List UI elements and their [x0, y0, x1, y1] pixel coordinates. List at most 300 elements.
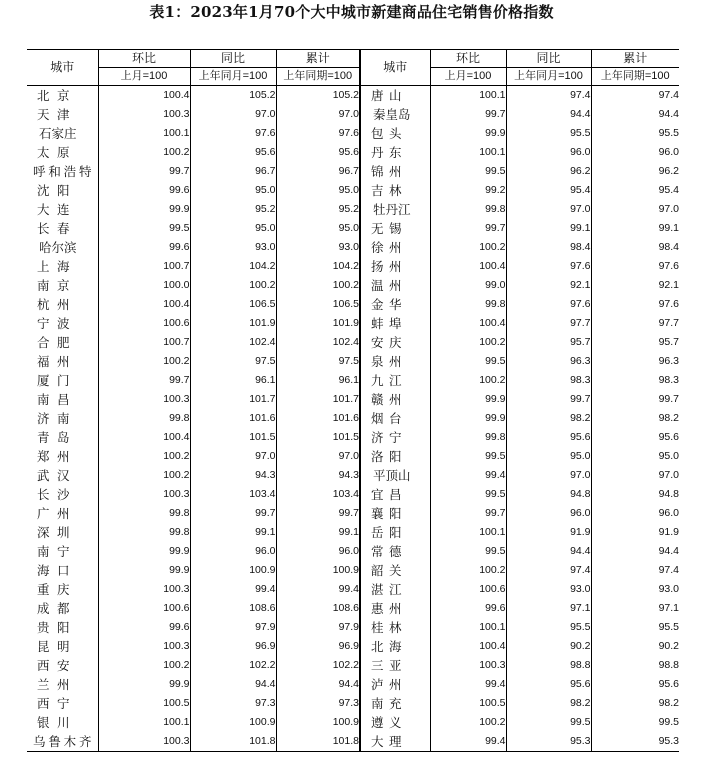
- city-cell: 贵阳: [37, 620, 70, 635]
- city-cell: 泉州: [360, 352, 430, 371]
- cum-cell: 101.9: [276, 314, 360, 333]
- mom-cell: 100.2: [98, 656, 190, 675]
- yoy-cell: 101.6: [190, 409, 276, 428]
- mom-cell: 100.1: [430, 523, 506, 542]
- table-row: [27, 219, 679, 238]
- city-cell: 徐州: [360, 238, 430, 257]
- table-title: 表1：2023年1月70个大中城市新建商品住宅销售价格指数: [149, 3, 554, 21]
- yoy-cell: 97.5: [190, 352, 276, 371]
- mom-cell: 99.9: [98, 200, 190, 219]
- cum-cell: 97.5: [276, 352, 360, 371]
- city-cell: 郑州: [37, 449, 70, 464]
- cum-cell: 102.4: [276, 333, 360, 352]
- yoy-cell: 96.2: [506, 162, 591, 181]
- mom-cell: 100.3: [98, 732, 190, 752]
- cum-cell: 96.0: [276, 542, 360, 561]
- cum-cell: 106.5: [276, 295, 360, 314]
- cum-cell: 94.4: [276, 675, 360, 694]
- cum-cell: 100.9: [276, 561, 360, 580]
- city-cell: 丹东: [360, 143, 430, 162]
- cum-cell: 95.6: [591, 428, 679, 447]
- city-cell: 福州: [37, 354, 70, 369]
- yoy-cell: 97.3: [190, 694, 276, 713]
- yoy-cell: 100.9: [190, 561, 276, 580]
- table-row: [27, 732, 679, 752]
- table-row: [27, 86, 679, 106]
- cum-cell: 97.1: [591, 599, 679, 618]
- mom-cell: 99.8: [430, 200, 506, 219]
- cum-cell: 94.3: [276, 466, 360, 485]
- cum-cell: 93.0: [591, 580, 679, 599]
- yoy-cell: 97.6: [506, 257, 591, 276]
- yoy-cell: 95.4: [506, 181, 591, 200]
- mom-cell: 100.3: [98, 390, 190, 409]
- table-row: [27, 504, 679, 523]
- cum-cell: 95.2: [276, 200, 360, 219]
- city-cell: 桂林: [360, 618, 430, 637]
- cum-cell: 104.2: [276, 257, 360, 276]
- city-cell: 蚌埠: [360, 314, 430, 333]
- cum-cell: 100.2: [276, 276, 360, 295]
- cum-cell: 101.6: [276, 409, 360, 428]
- city-cell: 襄阳: [360, 504, 430, 523]
- table-row: [27, 580, 679, 599]
- table-row: [27, 675, 679, 694]
- yoy-cell: 108.6: [190, 599, 276, 618]
- table-row: [27, 618, 679, 637]
- mom-cell: 99.5: [430, 542, 506, 561]
- city-cell: 惠州: [360, 599, 430, 618]
- city-cell: 青岛: [37, 430, 70, 445]
- table-row: [27, 713, 679, 732]
- yoy-cell: 96.0: [506, 143, 591, 162]
- mom-cell: 100.2: [430, 238, 506, 257]
- mom-cell: 99.6: [430, 599, 506, 618]
- mom-cell: 100.7: [98, 333, 190, 352]
- city-cell: 平顶山: [360, 466, 430, 485]
- cum-cell: 95.4: [591, 181, 679, 200]
- mom-cell: 99.5: [98, 219, 190, 238]
- table-row: [27, 694, 679, 713]
- city-cell: 常德: [360, 542, 430, 561]
- cum-cell: 96.1: [276, 371, 360, 390]
- cum-cell: 102.2: [276, 656, 360, 675]
- city-cell: 南京: [37, 278, 70, 293]
- city-cell: 九江: [360, 371, 430, 390]
- mom-cell: 100.2: [430, 333, 506, 352]
- yoy-cell: 97.4: [506, 561, 591, 580]
- yoy-cell: 101.8: [190, 732, 276, 752]
- mom-cell: 100.4: [430, 257, 506, 276]
- mom-cell: 100.3: [98, 485, 190, 504]
- mom-cell: 100.2: [430, 713, 506, 732]
- cum-cell: 98.2: [591, 409, 679, 428]
- cum-cell: 93.0: [276, 238, 360, 257]
- mom-cell: 99.8: [98, 504, 190, 523]
- cum-cell: 99.4: [276, 580, 360, 599]
- yoy-cell: 98.8: [506, 656, 591, 675]
- header-cum-left: 累计: [276, 50, 360, 68]
- city-cell: 吉林: [360, 181, 430, 200]
- cum-cell: 96.7: [276, 162, 360, 181]
- mom-cell: 100.0: [98, 276, 190, 295]
- yoy-cell: 97.6: [506, 295, 591, 314]
- mom-cell: 99.0: [430, 276, 506, 295]
- table-row: [27, 295, 679, 314]
- yoy-cell: 93.0: [190, 238, 276, 257]
- city-cell: 唐山: [360, 86, 430, 106]
- cum-cell: 95.5: [591, 124, 679, 143]
- mom-cell: 99.9: [98, 542, 190, 561]
- city-cell: 包头: [360, 124, 430, 143]
- mom-cell: 99.4: [430, 675, 506, 694]
- cum-cell: 97.0: [591, 200, 679, 219]
- table-header: [27, 50, 679, 86]
- cum-cell: 97.6: [591, 257, 679, 276]
- table-row: [27, 409, 679, 428]
- yoy-cell: 95.6: [506, 675, 591, 694]
- cum-cell: 103.4: [276, 485, 360, 504]
- header-mom-base-right: 上月=100: [430, 68, 506, 86]
- yoy-cell: 97.0: [190, 105, 276, 124]
- cum-cell: 100.9: [276, 713, 360, 732]
- header-mom-left: 环比: [98, 50, 190, 68]
- header-yoy-base-right: 上年同月=100: [506, 68, 591, 86]
- yoy-cell: 94.8: [506, 485, 591, 504]
- yoy-cell: 98.2: [506, 409, 591, 428]
- cum-cell: 94.4: [591, 542, 679, 561]
- header-city-left: 城市: [27, 50, 98, 86]
- mom-cell: 99.7: [430, 504, 506, 523]
- city-cell: 安庆: [360, 333, 430, 352]
- city-cell: 北海: [360, 637, 430, 656]
- yoy-cell: 95.6: [190, 143, 276, 162]
- yoy-cell: 101.5: [190, 428, 276, 447]
- yoy-cell: 99.7: [190, 504, 276, 523]
- yoy-cell: 102.4: [190, 333, 276, 352]
- cum-cell: 94.8: [591, 485, 679, 504]
- city-cell: 广州: [37, 506, 70, 521]
- city-cell: 兰州: [37, 677, 70, 692]
- cum-cell: 108.6: [276, 599, 360, 618]
- city-cell: 海口: [37, 563, 70, 578]
- yoy-cell: 96.0: [506, 504, 591, 523]
- city-cell: 济南: [37, 411, 70, 426]
- yoy-cell: 97.0: [506, 466, 591, 485]
- yoy-cell: 99.5: [506, 713, 591, 732]
- mom-cell: 99.9: [430, 124, 506, 143]
- yoy-cell: 103.4: [190, 485, 276, 504]
- city-cell: 太原: [37, 145, 70, 160]
- mom-cell: 100.3: [98, 105, 190, 124]
- mom-cell: 100.5: [98, 694, 190, 713]
- yoy-cell: 96.9: [190, 637, 276, 656]
- mom-cell: 100.6: [98, 599, 190, 618]
- cum-cell: 94.4: [591, 105, 679, 124]
- yoy-cell: 95.0: [506, 447, 591, 466]
- yoy-cell: 98.4: [506, 238, 591, 257]
- header-cum-base-left: 上年同期=100: [276, 68, 360, 86]
- cum-cell: 91.9: [591, 523, 679, 542]
- table-row: [27, 238, 679, 257]
- yoy-cell: 94.4: [190, 675, 276, 694]
- header-cum-right: 累计: [591, 50, 679, 68]
- cum-cell: 97.7: [591, 314, 679, 333]
- yoy-cell: 100.9: [190, 713, 276, 732]
- cum-cell: 95.0: [276, 219, 360, 238]
- mom-cell: 99.9: [430, 390, 506, 409]
- mom-cell: 99.2: [430, 181, 506, 200]
- mom-cell: 99.9: [430, 409, 506, 428]
- cum-cell: 95.5: [591, 618, 679, 637]
- yoy-cell: 102.2: [190, 656, 276, 675]
- cum-cell: 95.0: [276, 181, 360, 200]
- city-cell: 无锡: [360, 219, 430, 238]
- header-yoy-left: 同比: [190, 50, 276, 68]
- mom-cell: 99.8: [430, 295, 506, 314]
- mom-cell: 99.9: [98, 675, 190, 694]
- city-cell: 秦皇岛: [360, 105, 430, 124]
- city-cell: 南宁: [37, 544, 70, 559]
- mom-cell: 99.4: [430, 466, 506, 485]
- table-row: [27, 352, 679, 371]
- mom-cell: 100.5: [430, 694, 506, 713]
- yoy-cell: 104.2: [190, 257, 276, 276]
- city-cell: 长春: [37, 221, 70, 236]
- yoy-cell: 95.0: [190, 181, 276, 200]
- mom-cell: 100.6: [98, 314, 190, 333]
- cum-cell: 95.6: [591, 675, 679, 694]
- yoy-cell: 95.5: [506, 124, 591, 143]
- mom-cell: 99.7: [98, 371, 190, 390]
- city-cell: 合肥: [37, 335, 70, 350]
- cum-cell: 105.2: [276, 86, 360, 106]
- table-row: [27, 637, 679, 656]
- city-cell: 西安: [37, 658, 70, 673]
- mom-cell: 100.3: [98, 580, 190, 599]
- header-mom-base-left: 上月=100: [98, 68, 190, 86]
- mom-cell: 100.4: [98, 428, 190, 447]
- mom-cell: 100.1: [98, 124, 190, 143]
- yoy-cell: 99.1: [506, 219, 591, 238]
- mom-cell: 99.4: [430, 732, 506, 752]
- city-cell: 南昌: [37, 392, 70, 407]
- city-cell: 扬州: [360, 257, 430, 276]
- mom-cell: 100.3: [430, 656, 506, 675]
- cum-cell: 96.9: [276, 637, 360, 656]
- cum-cell: 96.0: [591, 504, 679, 523]
- mom-cell: 99.6: [98, 181, 190, 200]
- mom-cell: 100.4: [430, 314, 506, 333]
- yoy-cell: 98.2: [506, 694, 591, 713]
- yoy-cell: 97.1: [506, 599, 591, 618]
- city-cell: 成都: [37, 601, 70, 616]
- cum-cell: 98.4: [591, 238, 679, 257]
- city-cell: 北京: [37, 88, 70, 103]
- yoy-cell: 97.7: [506, 314, 591, 333]
- city-cell: 呼和浩特: [33, 164, 92, 179]
- yoy-cell: 95.3: [506, 732, 591, 752]
- yoy-cell: 106.5: [190, 295, 276, 314]
- table-row: [27, 143, 679, 162]
- city-cell: 锦州: [360, 162, 430, 181]
- city-cell: 哈尔滨: [39, 240, 77, 255]
- table-row: [27, 181, 679, 200]
- yoy-cell: 101.9: [190, 314, 276, 333]
- yoy-cell: 94.3: [190, 466, 276, 485]
- city-cell: 沈阳: [37, 183, 70, 198]
- city-cell: 烟台: [360, 409, 430, 428]
- cum-cell: 95.0: [591, 447, 679, 466]
- mom-cell: 99.5: [430, 485, 506, 504]
- cum-cell: 95.7: [591, 333, 679, 352]
- city-cell: 韶关: [360, 561, 430, 580]
- city-cell: 三亚: [360, 656, 430, 675]
- mom-cell: 100.2: [98, 466, 190, 485]
- mom-cell: 99.8: [430, 428, 506, 447]
- city-cell: 厦门: [37, 373, 70, 388]
- cum-cell: 96.0: [591, 143, 679, 162]
- cum-cell: 95.6: [276, 143, 360, 162]
- table-row: [27, 523, 679, 542]
- yoy-cell: 95.6: [506, 428, 591, 447]
- city-cell: 宁波: [37, 316, 70, 331]
- mom-cell: 99.6: [98, 238, 190, 257]
- city-cell: 乌鲁木齐: [27, 732, 98, 752]
- mom-cell: 100.1: [430, 86, 506, 106]
- yoy-cell: 99.1: [190, 523, 276, 542]
- cum-cell: 98.3: [591, 371, 679, 390]
- yoy-cell: 97.0: [506, 200, 591, 219]
- yoy-cell: 95.2: [190, 200, 276, 219]
- cum-cell: 97.0: [276, 447, 360, 466]
- city-cell: 遵义: [360, 713, 430, 732]
- cum-cell: 99.5: [591, 713, 679, 732]
- city-cell: 西宁: [37, 696, 70, 711]
- yoy-cell: 96.3: [506, 352, 591, 371]
- yoy-cell: 97.4: [506, 86, 591, 106]
- yoy-cell: 90.2: [506, 637, 591, 656]
- yoy-cell: 95.7: [506, 333, 591, 352]
- cum-cell: 97.0: [276, 105, 360, 124]
- table-row: [27, 276, 679, 295]
- city-cell: 牡丹江: [360, 200, 430, 219]
- cum-cell: 97.4: [591, 86, 679, 106]
- mom-cell: 100.1: [98, 713, 190, 732]
- cum-cell: 99.7: [591, 390, 679, 409]
- city-cell: 昆明: [37, 639, 70, 654]
- city-cell: 岳阳: [360, 523, 430, 542]
- table-row: [27, 561, 679, 580]
- yoy-cell: 96.1: [190, 371, 276, 390]
- city-cell: 大连: [37, 202, 70, 217]
- cum-cell: 99.7: [276, 504, 360, 523]
- city-cell: 大理: [360, 732, 430, 752]
- table-row: [27, 371, 679, 390]
- yoy-cell: 99.7: [506, 390, 591, 409]
- yoy-cell: 97.9: [190, 618, 276, 637]
- yoy-cell: 94.4: [506, 542, 591, 561]
- header-cum-base-right: 上年同期=100: [591, 68, 679, 86]
- city-cell: 上海: [37, 259, 70, 274]
- table-row: [27, 485, 679, 504]
- table-row: [27, 257, 679, 276]
- mom-cell: 99.7: [98, 162, 190, 181]
- table-row: [27, 390, 679, 409]
- table-row: [27, 333, 679, 352]
- table-row: [27, 656, 679, 675]
- cum-cell: 98.8: [591, 656, 679, 675]
- table-row: [27, 314, 679, 333]
- yoy-cell: 101.7: [190, 390, 276, 409]
- city-cell: 长沙: [37, 487, 70, 502]
- mom-cell: 100.2: [98, 447, 190, 466]
- mom-cell: 100.1: [430, 618, 506, 637]
- cum-cell: 96.2: [591, 162, 679, 181]
- mom-cell: 99.6: [98, 618, 190, 637]
- mom-cell: 100.6: [430, 580, 506, 599]
- yoy-cell: 98.3: [506, 371, 591, 390]
- city-cell: 赣州: [360, 390, 430, 409]
- city-cell: 南充: [360, 694, 430, 713]
- table-body: [27, 86, 679, 752]
- mom-cell: 100.2: [98, 352, 190, 371]
- header-city-right: 城市: [360, 50, 430, 86]
- mom-cell: 99.9: [98, 561, 190, 580]
- header-mom-right: 环比: [430, 50, 506, 68]
- mom-cell: 99.5: [430, 352, 506, 371]
- cum-cell: 97.6: [276, 124, 360, 143]
- mom-cell: 100.2: [98, 143, 190, 162]
- table-row: [27, 105, 679, 124]
- mom-cell: 100.3: [98, 637, 190, 656]
- city-cell: 湛江: [360, 580, 430, 599]
- cum-cell: 95.3: [591, 732, 679, 752]
- mom-cell: 99.7: [430, 219, 506, 238]
- cum-cell: 99.1: [591, 219, 679, 238]
- city-cell: 温州: [360, 276, 430, 295]
- city-cell: 重庆: [37, 582, 70, 597]
- table-row: [27, 124, 679, 143]
- cum-cell: 101.7: [276, 390, 360, 409]
- cum-cell: 97.9: [276, 618, 360, 637]
- yoy-cell: 91.9: [506, 523, 591, 542]
- city-cell: 石家庄: [39, 126, 77, 141]
- yoy-cell: 99.4: [190, 580, 276, 599]
- cum-cell: 96.3: [591, 352, 679, 371]
- table-row: [27, 599, 679, 618]
- city-cell: 杭州: [37, 297, 70, 312]
- table-row: [27, 447, 679, 466]
- header-yoy-right: 同比: [506, 50, 591, 68]
- city-cell: 济宁: [360, 428, 430, 447]
- cum-cell: 99.1: [276, 523, 360, 542]
- mom-cell: 100.4: [98, 86, 190, 106]
- mom-cell: 99.8: [98, 409, 190, 428]
- yoy-cell: 95.5: [506, 618, 591, 637]
- city-cell: 银川: [37, 715, 70, 730]
- price-index-table: [27, 49, 679, 752]
- yoy-cell: 96.7: [190, 162, 276, 181]
- mom-cell: 100.2: [430, 371, 506, 390]
- yoy-cell: 92.1: [506, 276, 591, 295]
- mom-cell: 99.5: [430, 162, 506, 181]
- mom-cell: 100.4: [430, 637, 506, 656]
- table-row: [27, 428, 679, 447]
- city-cell: 深圳: [37, 525, 70, 540]
- yoy-cell: 95.0: [190, 219, 276, 238]
- table-row: [27, 200, 679, 219]
